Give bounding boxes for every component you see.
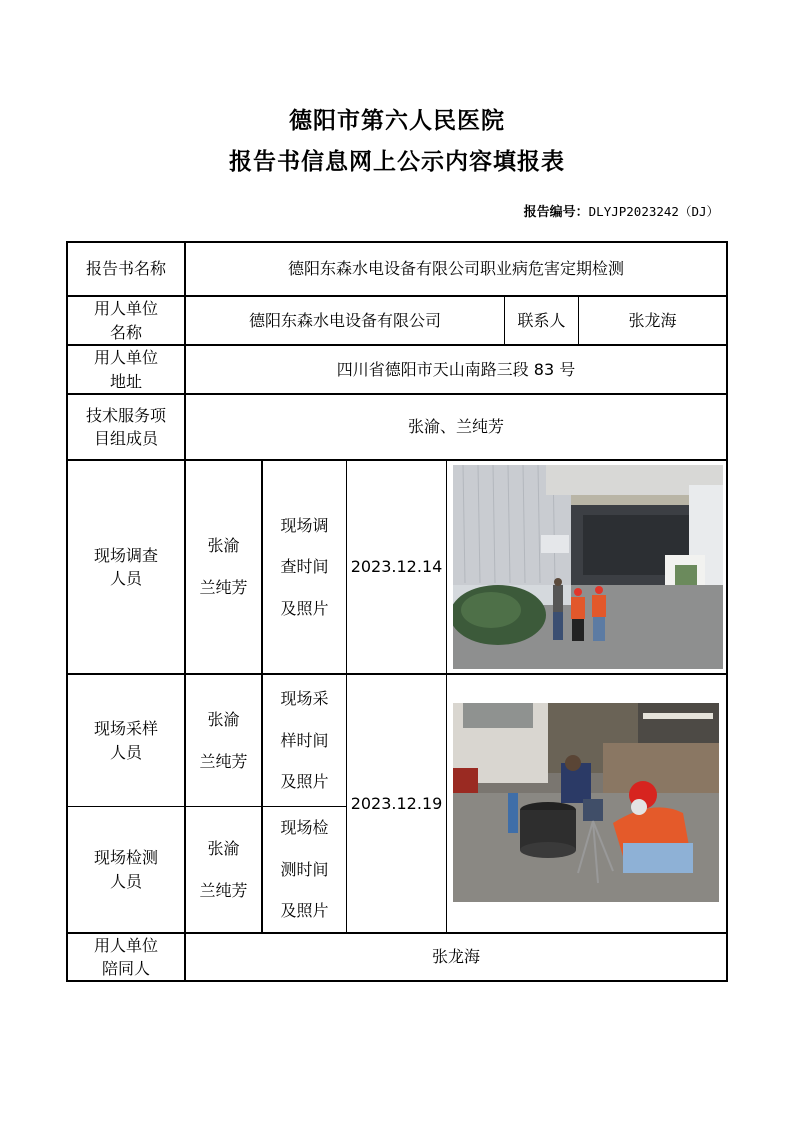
team-label — [68, 395, 184, 459]
survey-staff-names — [186, 461, 261, 673]
label-line: 及照片 — [280, 598, 329, 618]
escort-value: 张龙海 — [431, 947, 480, 967]
employer-address-label — [68, 346, 184, 393]
staff-name: 兰纯芳 — [199, 880, 248, 900]
label-line: 名称 — [109, 322, 142, 342]
employer-address-value: 四川省德阳市天山南路三段 83 号 — [336, 359, 576, 379]
escort-label — [68, 934, 184, 980]
report-number-value: DLYJP2023242（DJ） — [588, 204, 719, 219]
col-divider — [446, 459, 447, 934]
label-line: 现场采样 — [93, 719, 158, 739]
staff-name: 张渝 — [207, 536, 240, 556]
label-line: 人员 — [109, 569, 142, 588]
staff-name: 张渝 — [207, 838, 240, 858]
label-line: 现场检 — [280, 818, 329, 838]
testing-staff-names — [186, 807, 261, 932]
report-name-value: 德阳东森水电设备有限公司职业病危害定期检测 — [287, 259, 624, 279]
label-line: 现场采 — [280, 689, 329, 709]
survey-staff-label — [68, 461, 184, 673]
testing-time-label — [263, 807, 346, 932]
label-line: 陪同人 — [101, 959, 150, 978]
label-line: 人员 — [109, 742, 142, 762]
label-line: 用人单位 — [93, 348, 158, 368]
table-border — [726, 241, 728, 982]
form-title: 报告书信息网上公示内容填报表 — [229, 148, 565, 175]
survey-date: 2023.12.14 — [350, 557, 443, 577]
employer-name-value: 德阳东森水电设备有限公司 — [248, 310, 441, 330]
label-line: 现场检测 — [93, 848, 158, 868]
site-survey-photo — [453, 465, 723, 669]
label-line: 现场调 — [280, 515, 329, 535]
label-line: 用人单位 — [93, 299, 158, 319]
factory-entrance-image — [453, 465, 723, 669]
workshop-testing-image — [453, 703, 719, 902]
survey-time-label — [263, 461, 346, 673]
hospital-name: 德阳市第六人民医院 — [289, 107, 505, 134]
staff-name: 兰纯芳 — [199, 751, 248, 771]
sampling-staff-names — [186, 675, 261, 806]
site-sampling-photo — [453, 703, 719, 902]
label-line: 用人单位 — [93, 935, 158, 955]
employer-name-label — [68, 297, 184, 344]
label-line: 及照片 — [280, 772, 329, 792]
report-number-label: 报告编号： — [523, 205, 589, 220]
staff-name: 张渝 — [207, 709, 240, 729]
label-line: 目组成员 — [93, 429, 158, 448]
label-line: 地址 — [109, 371, 142, 391]
label-line: 样时间 — [280, 730, 329, 750]
label-line: 现场调查 — [93, 545, 158, 565]
sampling-testing-date: 2023.12.19 — [350, 793, 443, 813]
staff-name: 兰纯芳 — [199, 578, 248, 597]
report-name-label: 报告书名称 — [85, 259, 166, 279]
team-value: 张渝、兰纯芳 — [407, 417, 504, 437]
label-line: 人员 — [109, 871, 142, 891]
sampling-staff-label — [68, 675, 184, 806]
sampling-time-label — [263, 675, 346, 806]
testing-staff-label — [68, 807, 184, 932]
contact-value: 张龙海 — [628, 310, 677, 330]
label-line: 技术服务项 — [85, 405, 166, 425]
contact-label: 联系人 — [517, 310, 566, 330]
label-line: 测时间 — [280, 859, 329, 879]
label-line: 及照片 — [280, 901, 329, 921]
table-border — [67, 980, 728, 982]
label-line: 查时间 — [280, 557, 329, 577]
